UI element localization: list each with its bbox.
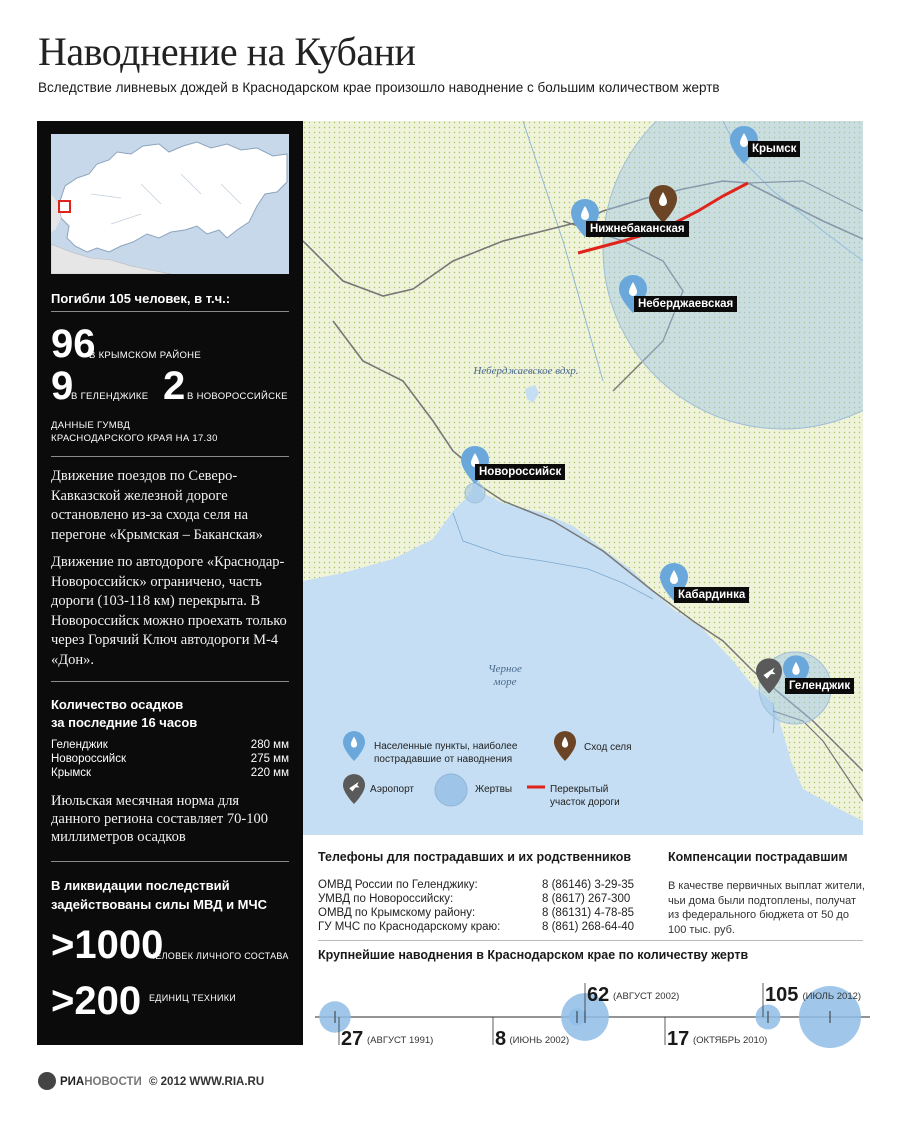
rain-row	[51, 753, 289, 765]
phone-number: 8 (8617) 267-300	[542, 893, 631, 905]
deaths-novorossiysk-label: В НОВОРОССИЙСКЕ	[187, 391, 288, 402]
airport-pin-icon	[756, 658, 782, 694]
divider	[318, 940, 863, 941]
timeline-date: (ОКТЯБРЬ 2010)	[693, 1035, 768, 1046]
phone-row	[318, 921, 653, 935]
deaths-novorossiysk-number: 2	[163, 364, 186, 408]
phone-org: ОМВД по Крымскому району:	[318, 907, 476, 919]
road-text: Движение по автодороге «Краснодар-Новороссийск» ограничено, часть дороги (103-118 км) перекрыта. В Новороссийск можно проехать только через Горячий Ключ автодороги М-4 «Дон».	[51, 554, 287, 668]
brand-ria: РИА	[60, 1076, 85, 1089]
deaths-source-line2: КРАСНОДАРСКОГО КРАЯ НА 17.30	[51, 433, 218, 444]
legend-settlements-line2: пострадавшие от наводнения	[374, 754, 513, 765]
deaths-gelendzhik-number: 9	[51, 364, 74, 408]
timeline-date: (АВГУСТ 1991)	[367, 1035, 434, 1046]
forces-personnel-label: ЧЕЛОВЕК ЛИЧНОГО СОСТАВА	[149, 951, 289, 961]
rain-value: 220 мм	[250, 767, 289, 779]
info-panel	[37, 121, 303, 1045]
compensation-heading: Компенсации пострадавшим	[668, 850, 848, 864]
legend-victims-circle-icon	[434, 773, 468, 807]
rain-heading-line1: Количество осадков	[51, 697, 184, 712]
legend-victims: Жертвы	[475, 784, 513, 795]
flood-map	[303, 121, 863, 835]
legend-mudflow: Сход селя	[584, 742, 632, 753]
forces-personnel-number: >1000	[51, 923, 164, 967]
deaths-krymsk-number: 96	[51, 322, 96, 366]
phone-org: ОМВД России по Геленджику:	[318, 879, 478, 891]
forces-equipment-number: >200	[51, 979, 142, 1023]
deaths-source-line1: ДАННЫЕ ГУМВД	[51, 420, 131, 431]
legend-blocked-line1: Перекрытый	[550, 784, 609, 795]
legend-airport: Аэропорт	[370, 784, 415, 795]
footer	[38, 1073, 264, 1091]
timeline-victims-number: 62	[587, 984, 610, 1006]
rain-value: 275 мм	[250, 753, 289, 765]
phone-row	[318, 879, 653, 893]
timeline-victims-number: 8	[495, 1028, 507, 1050]
brand-novosti: НОВОСТИ	[84, 1076, 142, 1089]
phone-number: 8 (86146) 3-29-35	[542, 879, 635, 891]
divider	[51, 456, 289, 457]
rain-place: Крымск	[51, 767, 92, 779]
place-label-novorossiysk: Новороссийск	[475, 464, 565, 480]
place-label-nizhnebakanskaya: Нижнебаканская	[586, 221, 689, 237]
legend-blocked-line2: участок дороги	[550, 797, 620, 808]
russia-outline-icon	[51, 134, 289, 274]
rain-value: 280 мм	[250, 739, 289, 751]
timeline-victims-number: 27	[341, 1028, 364, 1050]
locator-marker	[58, 200, 71, 213]
deaths-gelendzhik-label: В ГЕЛЕНДЖИКЕ	[71, 391, 149, 402]
legend-settlements-line1: Населенные пункты, наиболее	[374, 741, 518, 752]
place-label-gelendzhik: Геленджик	[785, 678, 854, 694]
timeline-victims-number: 17	[667, 1028, 690, 1050]
phones-heading: Телефоны для пострадавших и их родственников	[318, 850, 632, 864]
legend-mudflow-pin-icon	[554, 730, 576, 762]
sea-label-line1: Черное	[488, 663, 522, 675]
phone-number: 8 (861) 268-64-40	[542, 921, 635, 933]
phone-number: 8 (86131) 4-78-85	[542, 907, 635, 919]
forces-heading-line1: В ликвидации последствий	[51, 878, 230, 893]
phone-row	[318, 907, 653, 921]
rain-row	[51, 739, 289, 751]
legend-airport-pin-icon	[343, 773, 365, 805]
legend-settlement-pin-icon	[343, 730, 365, 762]
copyright: © 2012 WWW.RIA.RU	[148, 1076, 265, 1089]
place-label-neberdzhaevskaya: Неберджаевская	[634, 296, 737, 312]
timeline-date: (ИЮНЬ 2002)	[509, 1035, 570, 1046]
forces-equipment-label: ЕДИНИЦ ТЕХНИКИ	[149, 993, 237, 1003]
divider	[51, 861, 289, 862]
place-label-krymsk: Крымск	[748, 141, 800, 157]
timeline-date: (АВГУСТ 2002)	[613, 991, 680, 1002]
russia-locator-map	[51, 134, 289, 274]
forces-heading-line2: задействованы силы МВД и МЧС	[51, 897, 268, 912]
reservoir-label: Неберджаевское вдхр.	[473, 365, 579, 377]
ria-globe-icon	[38, 1072, 56, 1090]
deaths-heading: Погибли 105 человек, в т.ч.:	[51, 291, 231, 306]
compensation-text: В качестве первичных выплат жители, чьи дома были подтоплены, получат из федерального бюджета от 50 до 100 тыс. руб.	[668, 880, 865, 936]
rain-norm-text: Июльская месячная норма для данного региона составляет 70-100 миллиметров осадков	[51, 793, 268, 845]
place-label-kabardinka: Кабардинка	[674, 587, 749, 603]
trains-text: Движение поездов по Северо-Кавказской железной дороге остановлено из-за схода селя на перегоне «Крымская – Баканская»	[51, 468, 263, 543]
divider	[51, 681, 289, 682]
divider	[51, 311, 289, 312]
phone-org: ГУ МЧС по Краснодарскому краю:	[318, 921, 501, 933]
timeline-heading: Крупнейшие наводнения в Краснодарском крае по количеству жертв	[318, 948, 749, 962]
page-title: Наводнение на Кубани	[38, 29, 416, 74]
timeline-chart	[315, 975, 870, 1055]
deaths-krymsk-label: В КРЫМСКОМ РАЙОНЕ	[89, 350, 201, 361]
timeline-date: (ИЮЛЬ 2012)	[802, 991, 862, 1002]
sea-label-line2: море	[493, 676, 517, 688]
mudflow-pin-icon	[649, 185, 677, 223]
rain-heading-line2: за последние 16 часов	[51, 715, 198, 730]
rain-place: Геленджик	[51, 739, 108, 751]
rain-row	[51, 767, 289, 779]
legend-blocked-road-icon	[527, 784, 545, 790]
phone-org: УМВД по Новороссийску:	[318, 893, 454, 905]
rain-place: Новороссийск	[51, 753, 126, 765]
timeline-victims-number: 105	[765, 984, 799, 1006]
phone-row	[318, 893, 653, 907]
page-subtitle: Вследствие ливневых дождей в Краснодарском крае произошло наводнение с большим количеством жертв	[38, 80, 720, 95]
